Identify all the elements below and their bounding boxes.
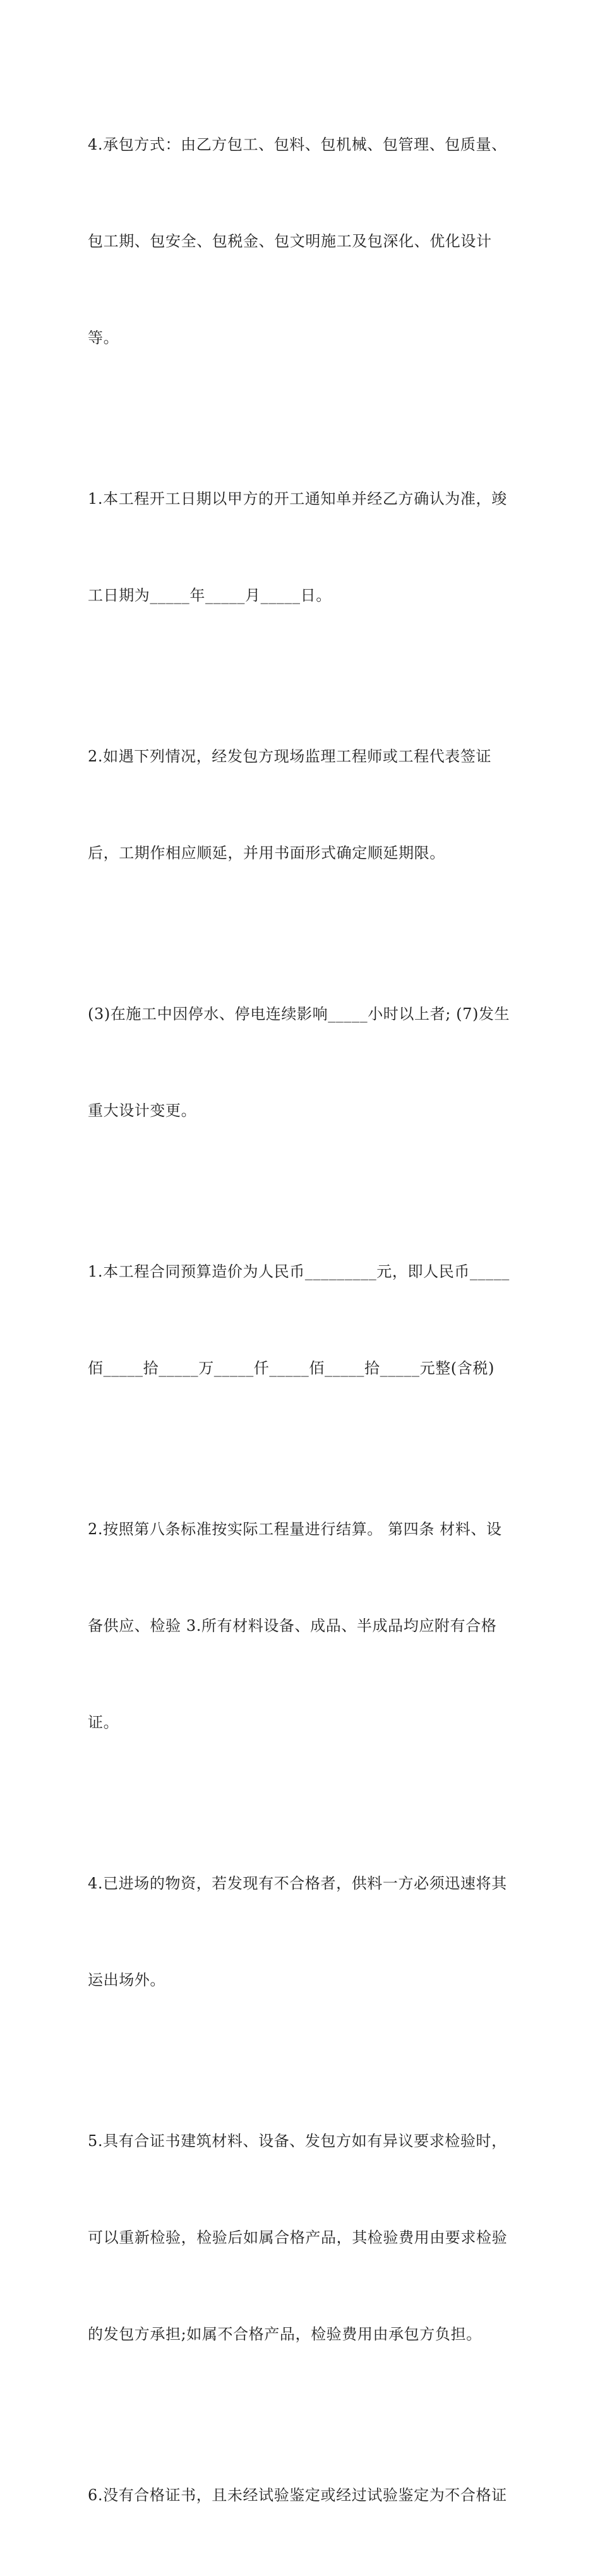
paragraph-no-certificate — [88, 2415, 524, 2576]
text-line: 工日期为_____年_____月_____日。 — [88, 587, 332, 604]
text-line: 证。 — [88, 1714, 119, 1731]
text-line: 备供应、检验 3.所有材料设备、成品、半成品均应附有合格 — [88, 1617, 497, 1635]
text-line: 等。 — [88, 329, 119, 347]
text-line: 佰_____拾_____万_____仟_____佰_____拾_____元整(含税) — [88, 1359, 495, 1377]
text-line: 1.本工程开工日期以甲方的开工通知单并经乙方确认为准，竣 — [88, 490, 507, 508]
paragraph-budget — [88, 1191, 524, 1449]
text-line: 重大设计变更。 — [88, 1102, 197, 1119]
paragraph-start-date — [88, 419, 524, 676]
text-line: 可以重新检验，检验后如属合格产品，其检验费用由要求检验 — [88, 2229, 508, 2246]
text-line: 4.已进场的物资，若发现有不合格者，供料一方必须迅速将其 — [88, 1875, 507, 1892]
paragraph-inspection — [88, 2061, 524, 2415]
text-line: (3)在施工中因停水、停电连续影响_____小时以上者; (7)发生 — [88, 1005, 510, 1023]
text-line: 运出场外。 — [88, 1971, 165, 1989]
text-line: 包工期、包安全、包税金、包文明施工及包深化、优化设计 — [88, 232, 492, 250]
paragraph-contract-method — [88, 64, 524, 419]
paragraph-settlement — [88, 1449, 524, 1803]
text-line: 的发包方承担;如属不合格产品，检验费用由承包方负担。 — [88, 2325, 482, 2343]
text-line: 4.承包方式：由乙方包工、包料、包机械、包管理、包质量、 — [88, 136, 507, 153]
text-line: 2.按照第八条标准按实际工程量进行结算。 第四条 材料、设 — [88, 1520, 502, 1538]
text-line: 1.本工程合同预算造价为人民币_________元，即人民币_____ — [88, 1263, 510, 1280]
text-line: 5.具有合证书建筑材料、设备、发包方如有异议要求检验时， — [88, 2132, 507, 2150]
document-body — [88, 64, 524, 2576]
text-line: 6.没有合格证书，且未经试验鉴定或经过试验鉴定为不合格证 — [88, 2486, 507, 2504]
text-line: 2.如遇下列情况，经发包方现场监理工程师或工程代表签证 — [88, 748, 492, 765]
text-line: 后，工期作相应顺延，并用书面形式确定顺延期限。 — [88, 844, 445, 862]
paragraph-conditions — [88, 934, 524, 1191]
paragraph-nonconforming — [88, 1803, 524, 2061]
paragraph-extension — [88, 676, 524, 934]
